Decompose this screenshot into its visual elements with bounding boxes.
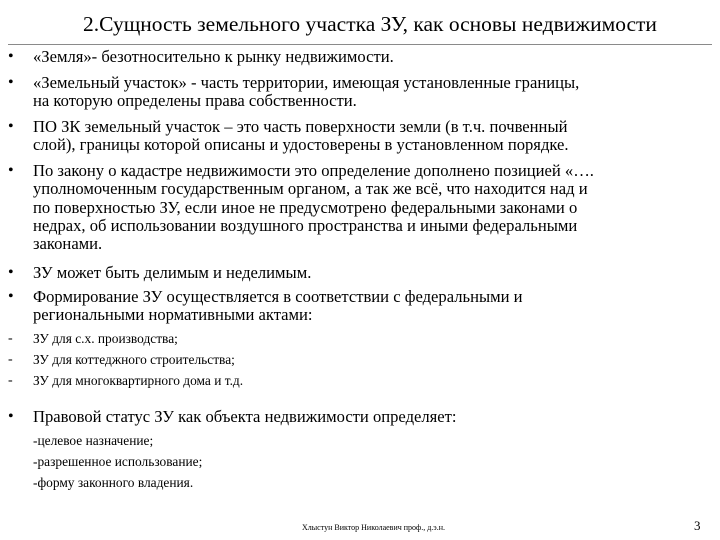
bullet-icon: • [8,408,14,425]
dash-item-text: ЗУ для коттеджного строительства; [33,352,235,367]
bullet-line: по поверхностью ЗУ, если иное не предусмотрено федеральными законами о [33,197,578,217]
bullet-line: законами. [33,234,103,254]
bullet-line: недрах, об использовании воздушного пространства и иными федеральными [33,215,578,235]
page-number: 3 [694,518,701,533]
bullet-line: региональными нормативными актами: [33,305,313,325]
bullet-icon: • [8,74,14,91]
bullet-icon: • [8,48,14,65]
bullet-line: По закону о кадастре недвижимости это определение дополнено позицией «…. [33,161,594,180]
dash-marker: - [8,352,13,367]
legal-status-item: -целевое назначение; [33,433,154,448]
footer-author: Хлыстун Виктор Николаевич проф., д.э.н. [302,523,446,532]
bullet-line: «Земельный участок» - часть территории, имеющая установленные границы, [33,73,580,92]
bullet-line: «Земля»- безотносительно к рынку недвижимости. [33,47,394,66]
dash-item-text: ЗУ для с.х. производства; [33,331,178,346]
dash-item-text: ЗУ для многоквартирного дома и т.д. [33,373,244,388]
bullet-line: слой), границы которой описаны и удостоверены в установленном порядке. [33,135,569,155]
title-divider [8,44,712,45]
bullet-line: ПО ЗК земельный участок – это часть поверхности земли (в т.ч. почвенный [33,117,568,136]
dash-marker: - [8,373,13,388]
slide-title: 2.Сущность земельного участка ЗУ, как основы недвижимости [83,12,657,36]
bullet-line: Формирование ЗУ осуществляется в соответствии с федеральными и [33,287,523,306]
bullet-line: ЗУ может быть делимым и неделимым. [33,263,312,282]
legal-status-item: -разрешенное использование; [33,454,203,469]
bullet-line: уполномоченным государственным органом, а так же всё, что находится над и [33,179,588,199]
dash-marker: - [8,331,13,346]
legal-status-text: Правовой статус ЗУ как объекта недвижимости определяет: [33,407,457,426]
bullet-icon: • [8,162,14,179]
bullet-icon: • [8,264,14,281]
legal-status-item: -форму законного владения. [33,475,194,490]
bullet-icon: • [8,118,14,135]
bullet-line: на которую определены права собственности. [33,91,357,111]
bullet-icon: • [8,288,14,305]
